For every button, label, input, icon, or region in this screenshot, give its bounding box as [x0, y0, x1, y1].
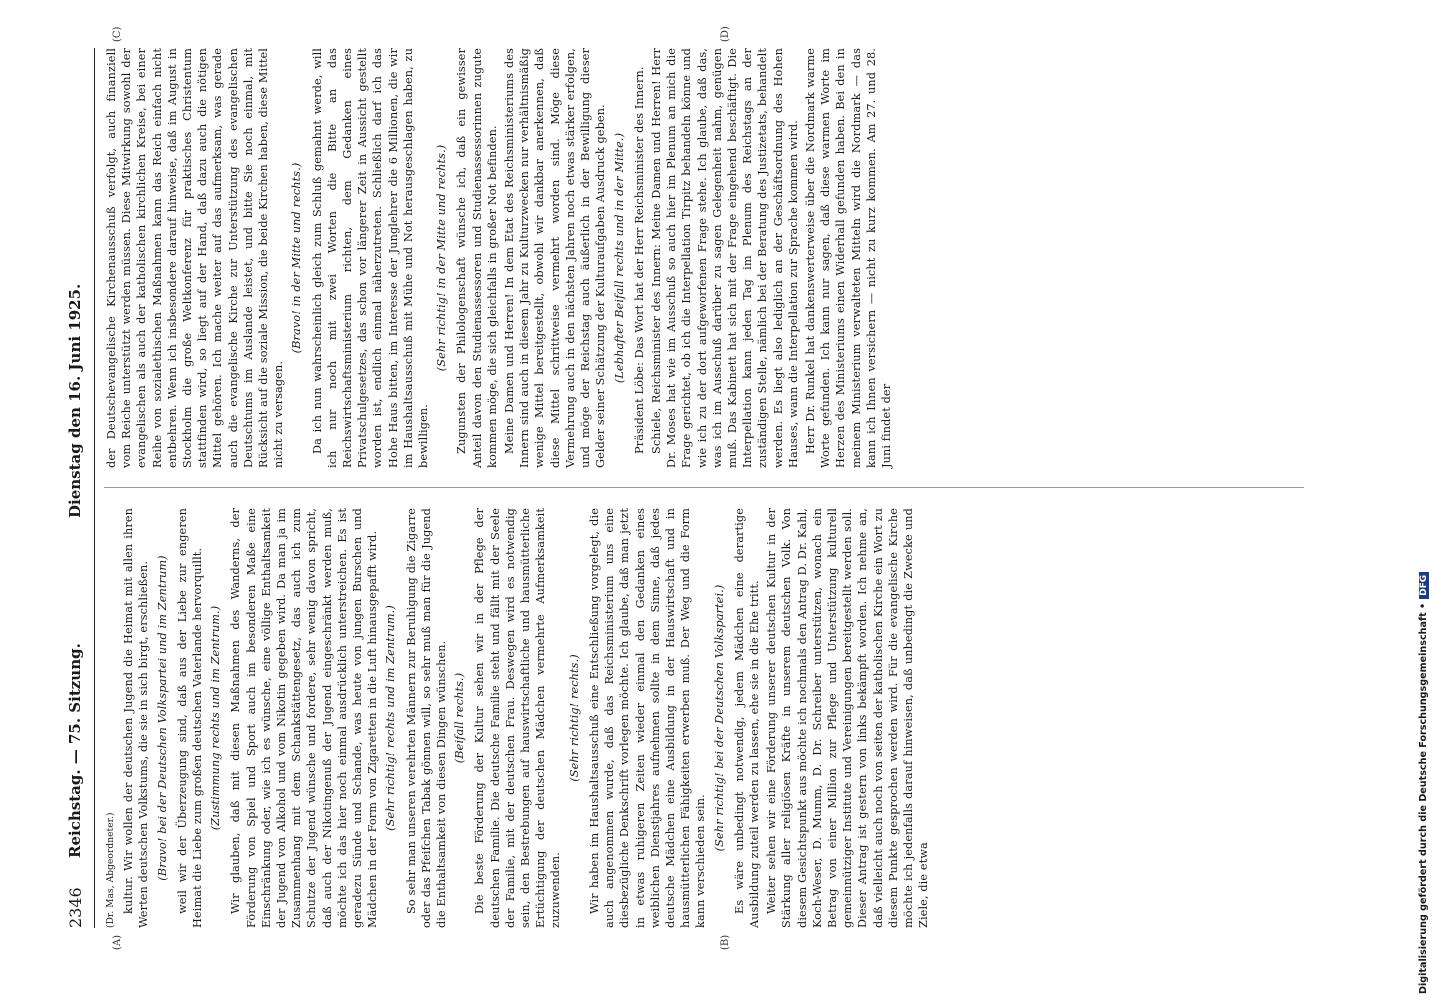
- interjection-note: (Bravo! in der Mitte und rechts.): [290, 162, 304, 354]
- paragraph: kultur. Wir wollen der deutschen Jugend die Heimat mit allen ihren Werten deutschen Volkstums, die sie in sich birgt, erschließen.: [122, 508, 151, 928]
- paragraph: Zugunsten der Philologenschaft wünsche ich, daß ein gewisser Anteil davon den Studienassessoren und Studienassessorinnen zugute kommen möge, die sich gleichfalls in großer Not befinden.: [455, 48, 499, 468]
- margin-mark-d: (D): [720, 26, 731, 42]
- page-header: [60, 48, 95, 928]
- interjection-note: (Zustimmung rechts und im Zentrum.): [209, 605, 223, 831]
- interjection-note: (Lebhafter Beifall rechts und in der Mitte.): [612, 132, 626, 384]
- page-number: 2346: [66, 887, 85, 928]
- paragraph: der Deutschevangelische Kirchenausschuß verfolgt, auch finanziell vom Reiche unterstützt werden müssen. Diese Mitwirkung sowohl der evangelischen als auch der katholischen kirchlichen Kreise, bei einer Reihe von sozialethischen Maßnahmen kann das Reich einfach nicht entbehren. Wenn ich insbesondere darauf hinweise, daß im August in Stockholm die große Weltkonferenz für praktisches Christentum stattfinden wird, so liegt auf der Hand, daß dazu auch die nötigen Mittel gehören. Ich mache weiter auf das aufmerksam, was gerade auch die evangelische Kirche zur Unterstützung des evangelischen Deutschtums im Auslande leistet, und bitte Sie noch einmal, mit Rücksicht auf die soziale Mission, die beide Kirchen haben, diese Mittel nicht zu versagen.: [105, 48, 286, 468]
- margin-mark-b: (B): [720, 934, 731, 950]
- margin-mark-c: (C): [112, 26, 123, 42]
- paragraph: Schiele, Reichsminister des Innern: Meine Damen und Herren! Herr Dr. Moses hat wie im Ausschuß so auch hier im Plenum an mich die Frage gerichtet, ob ich die Interpellation Tirpitz behandeln könne und wie ich zu der dort aufgeworfenen Frage stehe. Ich glaube, daß das, was ich im Ausschuß darüber zu sagen Gelegenheit nahm, genügen muß. Das Kabinett hat sich mit der Frage eingehend beschäftigt. Die Interpellation kann jeden Tag im Plenum des Reichstags an der zuständigen Stelle, nämlich bei der Beratung des Justizetats, behandelt werden. Es liegt also lediglich an der Geschäftsordnung des Hohen Hauses, wann die Interpellation zur Sprache kommen wird.: [649, 48, 800, 468]
- paragraph: weil wir der Überzeugung sind, daß aus der Liebe zur engeren Heimat die Liebe zum großen deutschen Vaterlande hervorquillt.: [175, 508, 205, 928]
- speaker-tag: (Dr. Mas, Abgeordneter.): [106, 812, 116, 928]
- interjection-note: (Sehr richtig! in der Mitte und rechts.): [435, 144, 449, 372]
- interjection-note: (Sehr richtig! rechts.): [567, 654, 581, 782]
- paragraph: Weiter sehen wir eine Förderung unserer deutschen Kultur in der Stärkung aller religiösen Kräfte in unserem deutschen Volk. Von diesem Gesichtspunkt aus möchte ich nochmals den Antrag D. Dr. Kahl, Koch-Weser, D. Mumm, D. Dr. Schreiber unterstützen, wonach ein Betrag von einer Million zur Pflege und Unterstützung kulturell gemeinnütziger Institute und Vereinigungen bereitgestellt werden soll. Dieser Antrag ist gestern von links bekämpft worden. Ich nehme an, daß vielleicht auch noch von seiten der katholischen Kirche ein Wort zu diesem Punkte gesprochen werden wird. Für die evangelische Kirche möchte ich jedenfalls darauf hinweisen, daß unbedingt die Zwecke und Ziele, die etwa: [765, 508, 931, 928]
- paragraph: Es wäre unbedingt notwendig, jedem Mädchen eine derartige Ausbildung zuteil werden zu lassen, ehe sie in die Ehe tritt.: [732, 508, 761, 928]
- credit-text: Digitalisierung gefördert durch die Deutsche Forschungsgemeinschaft •: [1418, 602, 1429, 994]
- paragraph: Herr Dr. Runkel hat dankenswerterweise über die Nordmark warme Worte gefunden. Ich kann nur sagen, daß diese warmen Worte im Herzen des Ministeriums einen Widerhall gefunden haben. Bei den in meinem Ministerium verwalteten Mitteln wird die Nordmark — das kann ich Ihnen versichern — nicht zu kurz kommen. Am 27. und 28. Juni findet der: [803, 48, 893, 468]
- margin-mark-a: (A): [112, 934, 123, 950]
- paragraph: Wir glauben, daß mit diesen Maßnahmen des Wanderns, der Förderung von Spiel und Sport auch im besonderen Maße eine Einschränkung oder, wie ich es wünsche, eine völlige Enthaltsamkeit der Jugend von Alkohol und vom Nikotin gegeben wird. Da man ja im Zusammenhang mit dem Schankstättengesetz, das auch ich zum Schutze der Jugend wünsche und fordere, sehr wenig davon spricht, daß auch der Nikotingenuß der Jugend eingeschränkt werden muß, möchte ich das hier noch einmal ausdrücklich unterstreichen. Es ist geradezu Sünde und Schande, was heute von jungen Burschen und Mädchen in der Form von Zigaretten in die Luft hinausgepafft wird.: [229, 508, 380, 928]
- dfg-logo: DFG: [1419, 572, 1429, 599]
- right-text-column: [104, 48, 896, 468]
- interjection-note: (Bravo! bei der Deutschen Volkspartei und im Zentrum): [155, 555, 169, 881]
- session-title: Reichstag. — 75. Sitzung.: [66, 643, 84, 858]
- session-date: Dienstag den 16. Juni 1925.: [66, 283, 84, 518]
- paragraph: So sehr man unseren verehrten Männern zur Beruhigung die Zigarre oder das Pfeifchen Tabak gönnen will, so sehr muß man für die Jugend die Enthaltsamkeit von diesen Dingen wünschen.: [404, 508, 449, 928]
- interjection-note: (Sehr richtig! bei der Deutschen Volkspartei.): [712, 584, 726, 852]
- interjection-note: (Sehr richtig! rechts und im Zentrum.): [384, 605, 398, 831]
- paragraph: Präsident Löbe: Das Wort hat der Herr Reichsminister des Innern.: [632, 66, 646, 454]
- paragraph: Die beste Förderung der Kultur sehen wir in der Pflege der deutschen Familie. Die deutsche Familie steht und fällt mit der Seele der Familie, mit der deutschen Frau. Deswegen wird es notwendig sein, den Bestrebungen auf hauswirtschaftliche und hausmütterliche Ertüchtigung der deutschen Mädchen vermehrte Aufmerksamkeit zuzuwenden.: [473, 508, 563, 928]
- left-text-column: [104, 508, 933, 928]
- paragraph: Wir haben im Haushaltsausschuß eine Entschließung vorgelegt, die auch angenommen wurde, daß das Reichsministerium uns eine diesbezügliche Denkschrift vorlegen möchte. Ich glaube, daß man jetzt in etwas ruhigeren Zeiten wieder einmal den Gedanken eines weiblichen Dienstjahres aufnehmen sollte in dem Sinne, daß jedes deutsche Mädchen eine Ausbildung in der Hauswirtschaft und in hausmütterlichen Fähigkeiten erwerben muß. Der Weg und die Form kann verschieden sein.: [587, 508, 708, 928]
- credit-rotated: [1418, 4, 1432, 994]
- paragraph: Da ich nun wahrscheinlich gleich zum Schluß gemahnt werde, will ich nur noch mit zwei Worten die Bitte an das Reichswirtschaftsministerium richten, dem Gedanken eines Privatschulgesetzes, das schon vor längerer Zeit in Aussicht gestellt worden ist, endlich einmal näherzutreten. Schließlich darf ich das Hohe Haus bitten, im Interesse der Junglehrer die 6 Millionen, die wir im Haushaltsausschuß mit Mühe und Not herausgeschlagen haben, zu bewilligen.: [310, 48, 431, 468]
- paragraph: Meine Damen und Herren! In dem Etat des Reichsministeriums des Innern sind auch in diesem Jahr zu Kulturzwecken nur verhältnismäßig wenige Mittel bereitgestellt, obwohl wir dankbar anerkennen, daß diese Mittel schrittweise vermehrt worden sind. Möge diese Vermehrung auch in den nächsten Jahren noch etwas stärker erfolgen, und möge der Reichstag auch äußerlich in der Bewilligung dieser Gelder seiner Schätzung der Kulturaufgaben Ausdruck geben.: [503, 48, 608, 468]
- interjection-note: (Beifall rechts.): [453, 672, 467, 764]
- column-divider: [104, 487, 1304, 488]
- digitization-credit: [1416, 4, 1432, 996]
